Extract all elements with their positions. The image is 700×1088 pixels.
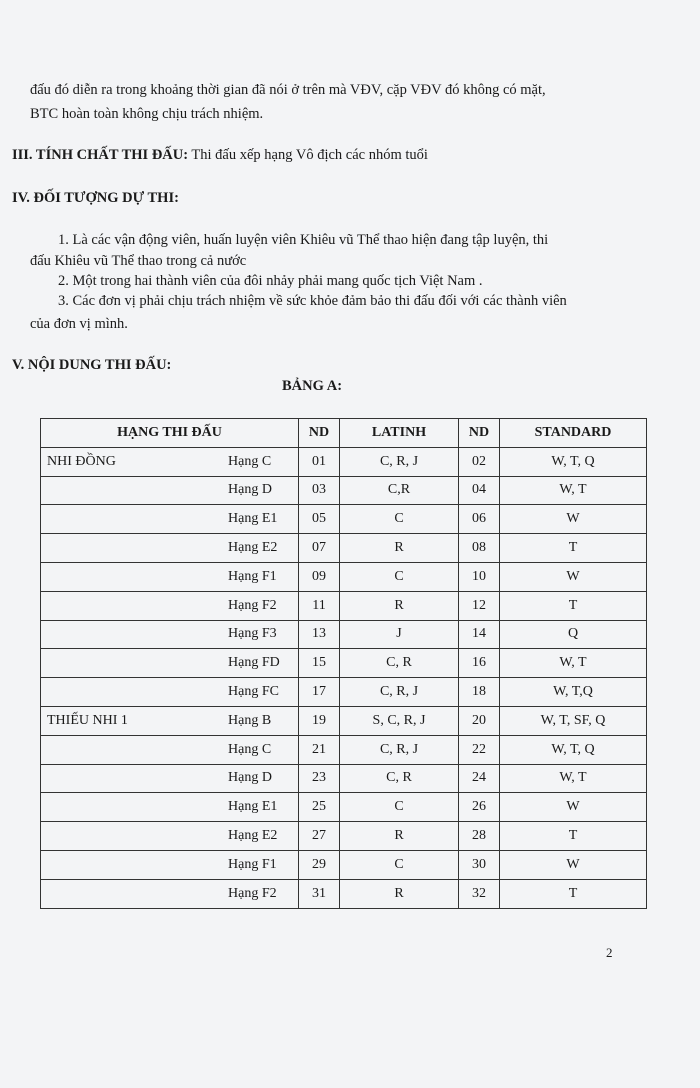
section-4-item-3a: 3. Các đơn vị phải chịu trách nhiệm về sức khỏe đảm bảo thi đấu đối với các thành viên — [58, 293, 567, 309]
table-row — [41, 534, 647, 563]
class-cell: Hạng B — [228, 706, 299, 735]
class-cell: Hạng F2 — [228, 591, 299, 620]
nd-standard-cell: 12 — [459, 591, 500, 620]
nd-latin-cell: 17 — [299, 678, 340, 707]
section-4-item-2: 2. Một trong hai thành viên của đôi nhảy phải mang quốc tịch Việt Nam . — [58, 273, 483, 289]
table-row — [41, 706, 647, 735]
standard-cell: Q — [500, 620, 647, 649]
class-cell: Hạng F1 — [228, 850, 299, 879]
nd-latin-cell: 13 — [299, 620, 340, 649]
section-4-item-1a: 1. Là các vận động viên, huấn luyện viên Khiêu vũ Thể thao hiện đang tập luyện, thi — [58, 232, 549, 248]
nd-latin-cell: 29 — [299, 850, 340, 879]
latin-cell: J — [340, 620, 459, 649]
section-3-text: Thi đấu xếp hạng Vô địch các nhóm tuổi — [188, 147, 428, 163]
group-cell — [41, 879, 229, 908]
class-cell: Hạng C — [228, 735, 299, 764]
nd-latin-cell: 31 — [299, 879, 340, 908]
standard-cell: W — [500, 562, 647, 591]
latin-cell: C, R — [340, 649, 459, 678]
table-row — [41, 476, 647, 505]
latin-cell: C,R — [340, 476, 459, 505]
group-cell — [41, 649, 229, 678]
class-cell: Hạng C — [228, 447, 299, 476]
table-row — [41, 505, 647, 534]
table-row — [41, 793, 647, 822]
nd-latin-cell: 21 — [299, 735, 340, 764]
standard-cell: W — [500, 793, 647, 822]
nd-standard-cell: 02 — [459, 447, 500, 476]
latin-cell: R — [340, 591, 459, 620]
standard-cell: T — [500, 879, 647, 908]
latin-cell: C, R — [340, 764, 459, 793]
latin-cell: C, R, J — [340, 447, 459, 476]
table-row — [41, 735, 647, 764]
nd-standard-cell: 18 — [459, 678, 500, 707]
nd-standard-cell: 20 — [459, 706, 500, 735]
group-cell: NHI ĐỒNG — [41, 447, 229, 476]
section-3-heading — [12, 147, 428, 164]
table-row — [41, 822, 647, 851]
nd-standard-cell: 04 — [459, 476, 500, 505]
header-class: HẠNG THI ĐẤU — [41, 419, 299, 448]
group-cell — [41, 822, 229, 851]
standard-cell: T — [500, 534, 647, 563]
standard-cell: W — [500, 505, 647, 534]
nd-latin-cell: 09 — [299, 562, 340, 591]
nd-latin-cell: 11 — [299, 591, 340, 620]
nd-standard-cell: 32 — [459, 879, 500, 908]
nd-latin-cell: 05 — [299, 505, 340, 534]
standard-cell: W, T, Q — [500, 447, 647, 476]
table-row — [41, 591, 647, 620]
group-cell — [41, 764, 229, 793]
table-row — [41, 678, 647, 707]
standard-cell: T — [500, 822, 647, 851]
section-3-title: III. TÍNH CHẤT THI ĐẤU: — [12, 147, 189, 163]
group-cell — [41, 620, 229, 649]
class-cell: Hạng D — [228, 476, 299, 505]
nd-standard-cell: 08 — [459, 534, 500, 563]
table-row — [41, 447, 647, 476]
table-row — [41, 764, 647, 793]
class-cell: Hạng F3 — [228, 620, 299, 649]
latin-cell: S, C, R, J — [340, 706, 459, 735]
nd-standard-cell: 14 — [459, 620, 500, 649]
nd-standard-cell: 22 — [459, 735, 500, 764]
header-nd-standard: ND — [459, 419, 500, 448]
latin-cell: C — [340, 793, 459, 822]
latin-cell: C — [340, 562, 459, 591]
nd-standard-cell: 06 — [459, 505, 500, 534]
latin-cell: C — [340, 850, 459, 879]
table-row — [41, 850, 647, 879]
nd-standard-cell: 28 — [459, 822, 500, 851]
table-header-row — [41, 419, 647, 448]
table-row — [41, 649, 647, 678]
group-cell — [41, 476, 229, 505]
group-cell — [41, 850, 229, 879]
page-number: 2 — [606, 945, 613, 960]
nd-latin-cell: 03 — [299, 476, 340, 505]
nd-standard-cell: 26 — [459, 793, 500, 822]
class-cell: Hạng E1 — [228, 505, 299, 534]
group-cell — [41, 562, 229, 591]
standard-cell: W — [500, 850, 647, 879]
table-row — [41, 879, 647, 908]
nd-latin-cell: 19 — [299, 706, 340, 735]
latin-cell: C, R, J — [340, 735, 459, 764]
standard-cell: W, T,Q — [500, 678, 647, 707]
group-cell — [41, 793, 229, 822]
nd-standard-cell: 30 — [459, 850, 500, 879]
class-cell: Hạng FC — [228, 678, 299, 707]
latin-cell: R — [340, 822, 459, 851]
table-title: BẢNG A: — [282, 378, 343, 394]
nd-latin-cell: 15 — [299, 649, 340, 678]
standard-cell: T — [500, 591, 647, 620]
group-cell — [41, 534, 229, 563]
header-nd-latin: ND — [299, 419, 340, 448]
group-cell — [41, 735, 229, 764]
standard-cell: W, T, Q — [500, 735, 647, 764]
class-cell: Hạng E2 — [228, 822, 299, 851]
group-cell — [41, 505, 229, 534]
class-cell: Hạng E1 — [228, 793, 299, 822]
nd-standard-cell: 10 — [459, 562, 500, 591]
table-row — [41, 620, 647, 649]
nd-latin-cell: 25 — [299, 793, 340, 822]
group-cell — [41, 591, 229, 620]
standard-cell: W, T — [500, 764, 647, 793]
nd-latin-cell: 27 — [299, 822, 340, 851]
latin-cell: C, R, J — [340, 678, 459, 707]
intro-line-1: đấu đó diễn ra trong khoảng thời gian đã nói ở trên mà VĐV, cặp VĐV đó không có mặt, — [30, 82, 546, 98]
group-cell — [41, 678, 229, 707]
nd-standard-cell: 24 — [459, 764, 500, 793]
section-5-heading: V. NỘI DUNG THI ĐẤU: — [12, 357, 172, 373]
competition-table — [40, 418, 647, 909]
section-4-item-1b: đấu Khiêu vũ Thể thao trong cả nước — [30, 253, 247, 269]
class-cell: Hạng E2 — [228, 534, 299, 563]
standard-cell: W, T — [500, 649, 647, 678]
class-cell: Hạng F1 — [228, 562, 299, 591]
nd-latin-cell: 01 — [299, 447, 340, 476]
class-cell: Hạng F2 — [228, 879, 299, 908]
class-cell: Hạng D — [228, 764, 299, 793]
standard-cell: W, T — [500, 476, 647, 505]
nd-latin-cell: 23 — [299, 764, 340, 793]
nd-standard-cell: 16 — [459, 649, 500, 678]
intro-line-2: BTC hoàn toàn không chịu trách nhiệm. — [30, 106, 264, 122]
section-4-heading: IV. ĐỐI TƯỢNG DỰ THI: — [12, 190, 179, 206]
standard-cell: W, T, SF, Q — [500, 706, 647, 735]
header-latin: LATINH — [340, 419, 459, 448]
table-row — [41, 562, 647, 591]
section-4-item-3b: của đơn vị mình. — [30, 316, 128, 332]
latin-cell: C — [340, 505, 459, 534]
nd-latin-cell: 07 — [299, 534, 340, 563]
header-standard: STANDARD — [500, 419, 647, 448]
latin-cell: R — [340, 879, 459, 908]
class-cell: Hạng FD — [228, 649, 299, 678]
latin-cell: R — [340, 534, 459, 563]
group-cell: THIẾU NHI 1 — [41, 706, 229, 735]
